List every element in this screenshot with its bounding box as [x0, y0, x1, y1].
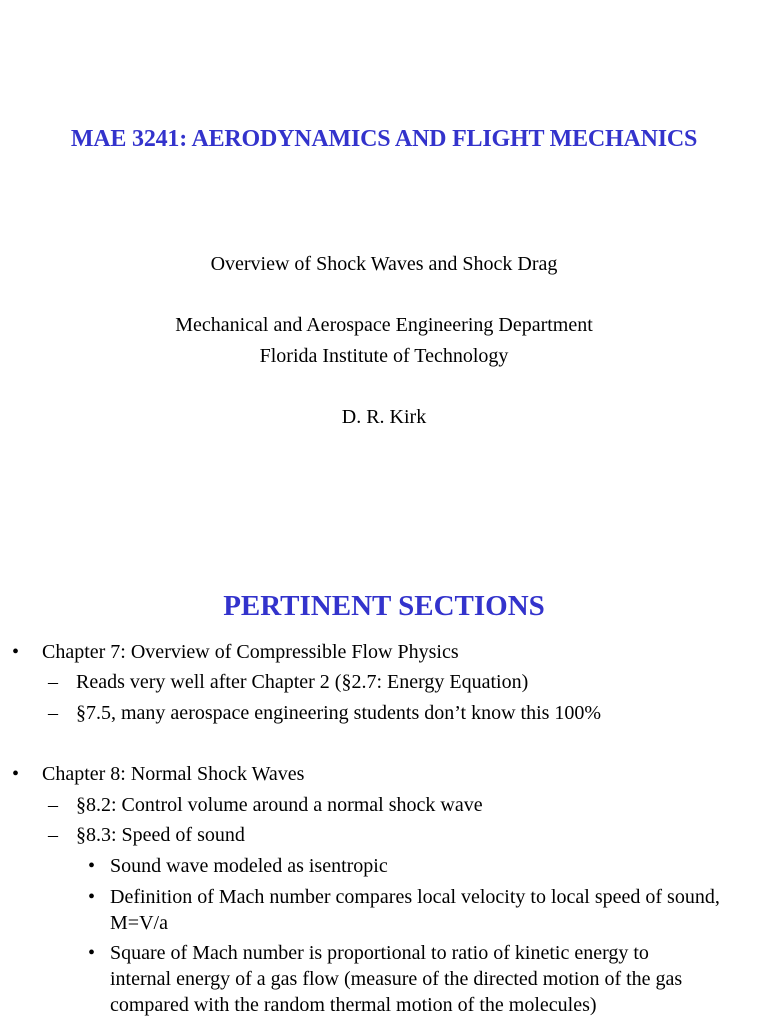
- author-name: D. R. Kirk: [341, 406, 427, 428]
- chapter7-item-text: §7.5, many aerospace engineering students don’t know this 100%: [76, 702, 602, 724]
- chapter8-bullet: [12, 761, 305, 787]
- bullet-marker: •: [88, 855, 96, 877]
- chapter8-item-text: §8.3: Speed of sound: [76, 824, 245, 846]
- institution-name: Florida Institute of Technology: [259, 345, 509, 367]
- dash-marker: –: [48, 702, 58, 724]
- chapter8-subitem-2: [88, 884, 720, 936]
- chapter8-item-1: [48, 792, 483, 818]
- bullet-marker: •: [12, 763, 20, 785]
- dash-marker: –: [48, 671, 58, 693]
- course-title: MAE 3241: AERODYNAMICS AND FLIGHT MECHANICS: [70, 126, 698, 152]
- chapter8-subitem-1: [88, 853, 388, 879]
- subitem-text: Sound wave modeled as isentropic: [110, 855, 388, 877]
- section-title: PERTINENT SECTIONS: [223, 590, 545, 622]
- chapter8-label: Chapter 8: Normal Shock Waves: [42, 763, 305, 785]
- bullet-marker: •: [88, 942, 96, 964]
- subitem-text: Square of Mach number is proportional to ratio of kinetic energy to internal energy of a gas flow (measure of the directed motion of the gas compared with the random thermal motion of the molecules): [110, 942, 683, 1016]
- bullet-marker: •: [88, 886, 96, 908]
- chapter7-label: Chapter 7: Overview of Compressible Flow Physics: [42, 641, 459, 663]
- chapter8-item-2: [48, 822, 245, 848]
- chapter8-subitem-3: [88, 940, 710, 1018]
- dash-marker: –: [48, 824, 58, 846]
- chapter7-bullet: [12, 639, 459, 665]
- dash-marker: –: [48, 794, 58, 816]
- chapter7-item-text: Reads very well after Chapter 2 (§2.7: Energy Equation): [76, 671, 529, 693]
- chapter7-item-2: [48, 700, 602, 726]
- subitem-text: Definition of Mach number compares local velocity to local speed of sound, M=V/a: [110, 886, 720, 934]
- chapter8-item-text: §8.2: Control volume around a normal shock wave: [76, 794, 483, 816]
- pertinent-sections-slide: [0, 560, 768, 1024]
- bullet-marker: •: [12, 641, 20, 663]
- department-name: Mechanical and Aerospace Engineering Department: [175, 314, 593, 336]
- lecture-subtitle: Overview of Shock Waves and Shock Drag: [210, 253, 558, 275]
- chapter7-item-1: [48, 669, 529, 695]
